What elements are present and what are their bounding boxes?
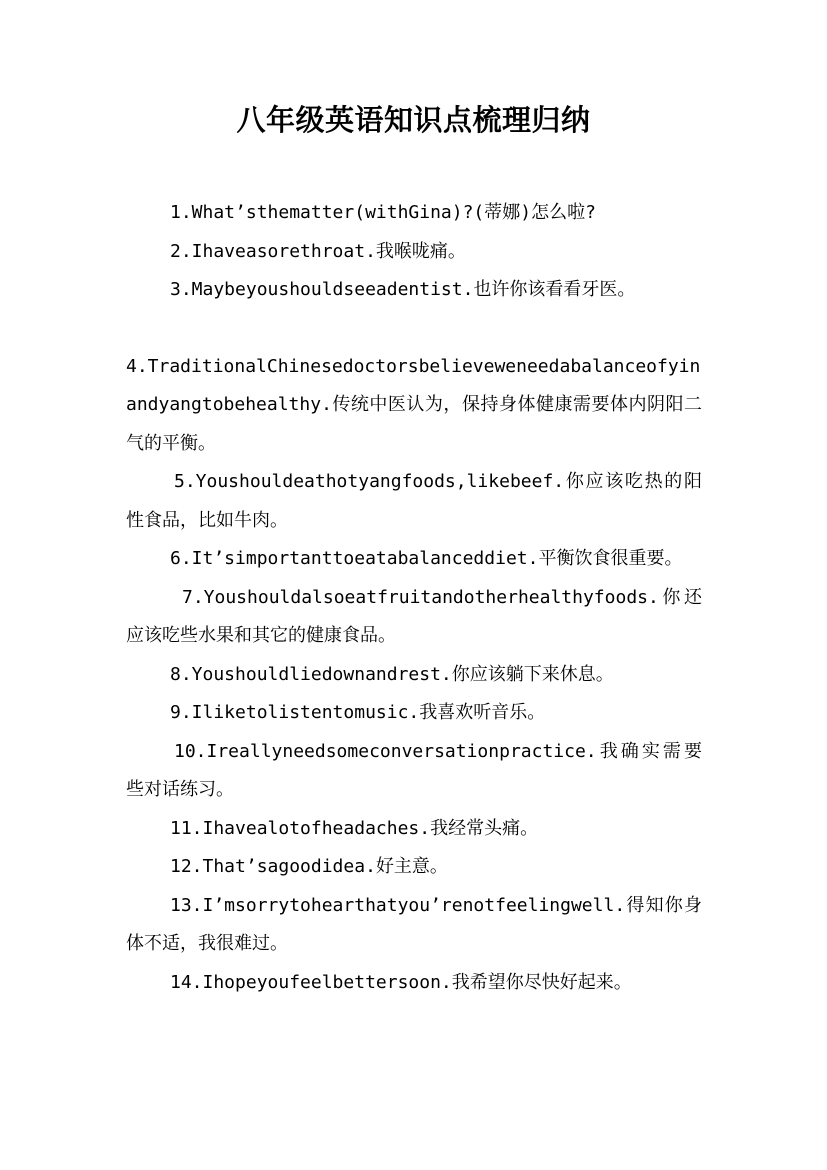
list-item: 6.It’simportanttoeatabalanceddiet.平衡饮食很重要。 <box>170 548 683 569</box>
list-item: 14.Ihopeyoufeelbettersoon.我希望你尽快好起来。 <box>170 971 632 993</box>
list-item: 8.Youshouldliedownandrest.你应该躺下来休息。 <box>170 663 614 685</box>
list-item: 9.Iliketolistentomusic.我喜欢听音乐。 <box>170 702 546 723</box>
list-item: 1.What’sthematter(withGina)?(蒂娜)怎么啦? <box>170 202 596 223</box>
list-item: 4.TraditionalChinesedoctorsbelieveweneedabalanceofyinandyangtobehealthy.传统中医认为，保持身体健康需要体内阴阳二气的平衡。 <box>126 355 702 454</box>
list-item: 11.Ihavealotofheadaches.我经常头痛。 <box>170 817 539 839</box>
list-item: 10.Ireallyneedsomeconversationpractice.我确实需要些对话练习。 <box>126 740 702 800</box>
list-item: 3.Maybeyoushouldseeadentist.也许你该看看牙医。 <box>170 279 636 300</box>
list-item: 12.That’sagoodidea.好主意。 <box>170 856 448 877</box>
document-body <box>126 194 702 1002</box>
paragraph-gap <box>126 310 702 348</box>
page-title: 八年级英语知识点梳理归纳 <box>236 103 591 137</box>
list-item: 2.Ihaveasorethroat.我喉咙痛。 <box>170 240 466 262</box>
list-item: 7.Youshouldalsoeatfruitandotherhealthyfoods.你还应该吃些水果和其它的健康食品。 <box>126 586 702 646</box>
list-item: 5.Youshouldeathotyangfoods,likebeef.你应该吃热的阳性食品，比如牛肉。 <box>126 471 702 531</box>
list-item: 13.I’msorrytohearthatyou’renotfeelingwell.得知你身体不适，我很难过。 <box>126 894 702 954</box>
